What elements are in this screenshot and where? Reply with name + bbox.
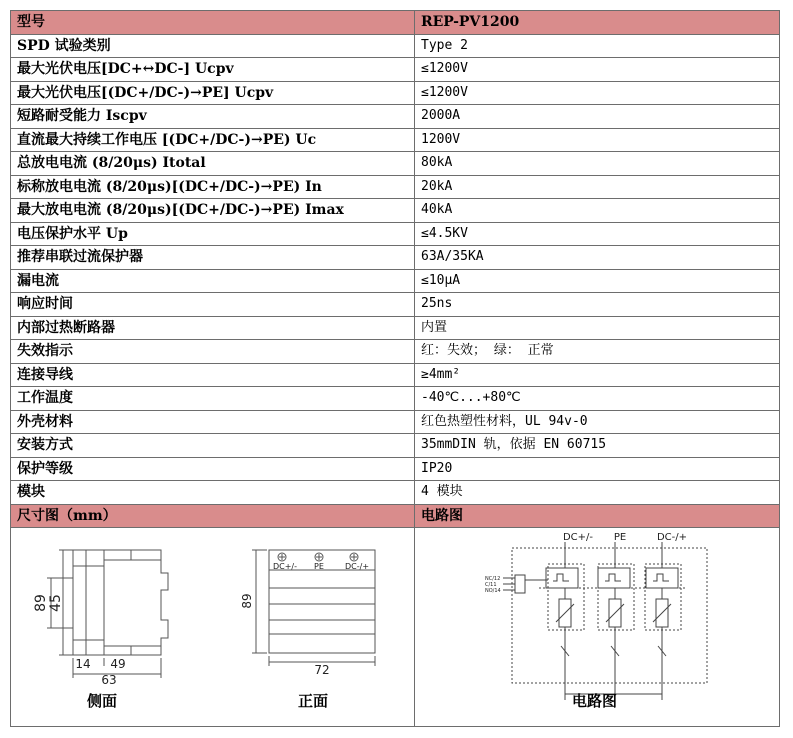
- spec-value: 63A/35KA: [415, 246, 780, 270]
- spec-label: 模块: [11, 481, 415, 505]
- spec-value: ≤10μA: [415, 269, 780, 293]
- spec-row: [11, 175, 780, 199]
- circuit-header: 电路图: [415, 504, 780, 528]
- spec-row: [11, 340, 780, 364]
- side-view-caption: 侧面: [87, 692, 118, 710]
- circuit-top-2: PE: [613, 532, 627, 543]
- side-dim-45: 45: [48, 594, 64, 612]
- front-dim-72: 72: [314, 663, 330, 677]
- front-terminal-2: PE: [314, 562, 324, 571]
- spec-row: [11, 58, 780, 82]
- spec-label: 连接导线: [11, 363, 415, 387]
- spec-row: [11, 152, 780, 176]
- circuit-diagram-cell: [415, 528, 780, 727]
- spec-value: 25ns: [415, 293, 780, 317]
- spec-row: [11, 457, 780, 481]
- spec-row: [11, 199, 780, 223]
- spec-table: [10, 10, 780, 727]
- header-row: [11, 11, 780, 35]
- spec-label: 保护等级: [11, 457, 415, 481]
- figures-row: [11, 528, 780, 727]
- spec-value: ≤1200V: [415, 81, 780, 105]
- spec-label: 安装方式: [11, 434, 415, 458]
- side-dim-63: 63: [101, 673, 117, 687]
- spec-label: 外壳材料: [11, 410, 415, 434]
- spec-value: Type 2: [415, 34, 780, 58]
- front-terminal-1: DC+/-: [272, 562, 298, 571]
- spec-row: [11, 222, 780, 246]
- circuit-c: C/11: [485, 582, 497, 588]
- spec-label: 工作温度: [11, 387, 415, 411]
- circuit-lines: [503, 542, 707, 700]
- spec-label: 响应时间: [11, 293, 415, 317]
- figures-header-row: [11, 504, 780, 528]
- spec-row: [11, 269, 780, 293]
- spec-value: 内置: [415, 316, 780, 340]
- spec-value: 红：失效； 绿： 正常: [415, 340, 780, 364]
- spec-row: [11, 316, 780, 340]
- dimension-drawings-cell: [11, 528, 415, 727]
- spec-row: [11, 363, 780, 387]
- spec-row: [11, 81, 780, 105]
- spec-value: 20kA: [415, 175, 780, 199]
- model-label: 型号: [11, 11, 415, 35]
- spec-label: 最大光伏电压[DC+↔DC-] Ucpv: [11, 58, 415, 82]
- spec-value: IP20: [415, 457, 780, 481]
- spec-label: SPD 试验类别: [11, 34, 415, 58]
- spec-value: 40kA: [415, 199, 780, 223]
- spec-label: 短路耐受能力 Iscpv: [11, 105, 415, 129]
- spec-row: [11, 293, 780, 317]
- spec-value: -40℃...+80℃: [415, 387, 780, 411]
- spec-value: 红色热塑性材料，UL 94v-0: [415, 410, 780, 434]
- spec-value: 35mmDIN 轨，依据 EN 60715: [415, 434, 780, 458]
- spec-label: 内部过热断路器: [11, 316, 415, 340]
- spec-value: ≤1200V: [415, 58, 780, 82]
- spec-value: 80kA: [415, 152, 780, 176]
- circuit-nc: NC/12: [485, 576, 501, 582]
- spec-row: [11, 387, 780, 411]
- spec-label: 最大光伏电压[(DC+/DC-)→PE] Ucpv: [11, 81, 415, 105]
- spec-row: [11, 34, 780, 58]
- spec-value: ≥4mm²: [415, 363, 780, 387]
- spec-row: [11, 128, 780, 152]
- spec-row: [11, 246, 780, 270]
- spec-row: [11, 481, 780, 505]
- front-view-caption: 正面: [298, 692, 329, 710]
- spec-row: [11, 434, 780, 458]
- spec-label: 最大放电电流 (8/20μs)[(DC+/DC-)→PE) Imax: [11, 199, 415, 223]
- spec-value: 4 模块: [415, 481, 780, 505]
- spec-label: 总放电电流 (8/20μs) Itotal: [11, 152, 415, 176]
- circuit-no: NO/14: [485, 588, 501, 594]
- circuit-top-3: DC-/+: [656, 532, 688, 543]
- front-terminal-3: DC-/+: [344, 562, 370, 571]
- side-dim-49: 49: [110, 657, 126, 671]
- side-dim-89: 89: [33, 594, 49, 612]
- spec-row: [11, 410, 780, 434]
- circuit-top-1: DC+/-: [562, 532, 594, 543]
- spec-label: 标称放电电流 (8/20μs)[(DC+/DC-)→PE) In: [11, 175, 415, 199]
- side-dim-14: 14: [75, 657, 91, 671]
- spec-label: 漏电流: [11, 269, 415, 293]
- spec-value: 2000A: [415, 105, 780, 129]
- spec-value: ≤4.5KV: [415, 222, 780, 246]
- spec-label: 失效指示: [11, 340, 415, 364]
- dimensions-header: 尺寸图（mm）: [11, 504, 415, 528]
- model-value: REP-PV1200: [415, 11, 780, 35]
- front-dim-89: 89: [240, 593, 254, 609]
- spec-label: 直流最大持续工作电压 [(DC+/DC-)→PE) Uc: [11, 128, 415, 152]
- spec-label: 电压保护水平 Up: [11, 222, 415, 246]
- side-view-drawing: [47, 550, 168, 678]
- spec-label: 推荐串联过流保护器: [11, 246, 415, 270]
- spec-value: 1200V: [415, 128, 780, 152]
- dimension-drawings: [11, 528, 415, 726]
- spec-row: [11, 105, 780, 129]
- circuit-caption: 电路图: [572, 692, 618, 710]
